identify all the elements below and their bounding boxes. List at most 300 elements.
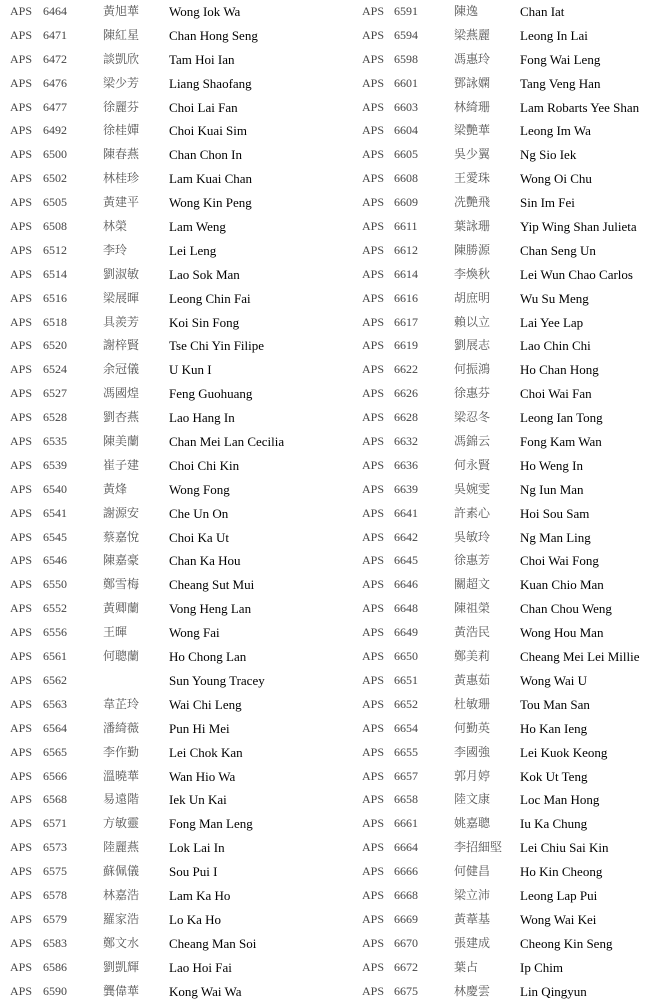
list-item [0, 860, 352, 884]
list-item [0, 239, 352, 263]
record-number: 6594 [394, 27, 418, 42]
chinese-name: 徐麗芬 [103, 99, 140, 114]
list-item [0, 621, 352, 645]
english-name: Choi Kuai Sim [169, 123, 248, 139]
record-prefix: APS [362, 935, 385, 950]
list-item [352, 884, 671, 908]
right-column [352, 0, 671, 1003]
list-item [352, 96, 671, 120]
english-name: Wong Hou Man [520, 625, 604, 641]
list-item [352, 932, 671, 956]
chinese-name: 林嘉浩 [103, 887, 140, 902]
chinese-name: 余冠儀 [103, 362, 140, 377]
chinese-name: 梁忍冬 [454, 410, 491, 425]
record-number: 6566 [43, 768, 67, 783]
record-prefix: APS [362, 242, 385, 257]
record-number: 6668 [394, 887, 418, 902]
record-number: 6650 [394, 649, 418, 664]
list-item [352, 48, 671, 72]
list-item [0, 96, 352, 120]
list-item [0, 454, 352, 478]
english-name: Kuan Chio Man [520, 577, 604, 593]
chinese-name: 林慶雲 [454, 983, 491, 998]
list-item [0, 693, 352, 717]
english-name: Leong Ian Tong [520, 410, 603, 426]
record-prefix: APS [362, 410, 385, 425]
chinese-name: 劉杏燕 [103, 410, 140, 425]
english-name: Lam Kuai Chan [169, 171, 253, 187]
english-name: Lao Sok Man [169, 266, 240, 282]
record-number: 6670 [394, 935, 418, 950]
chinese-name: 王愛珠 [454, 171, 491, 186]
list-item [352, 239, 671, 263]
chinese-name: 黃旭華 [103, 4, 140, 18]
record-prefix: APS [362, 864, 385, 879]
chinese-name: 鄭美莉 [454, 649, 491, 664]
chinese-name: 吳婉雯 [454, 481, 491, 496]
chinese-name: 陳美蘭 [103, 434, 140, 449]
record-number: 6622 [394, 362, 418, 377]
english-name: Iu Ka Chung [520, 816, 588, 832]
list-item [352, 908, 671, 932]
record-number: 6590 [43, 983, 67, 998]
record-prefix: APS [10, 123, 33, 138]
chinese-name: 梁燕麗 [454, 27, 491, 42]
record-number: 6563 [43, 696, 67, 711]
english-name: Leong In Lai [520, 27, 588, 43]
record-prefix: APS [10, 171, 33, 186]
english-name: Wai Chi Leng [169, 696, 242, 712]
record-number: 6648 [394, 601, 418, 616]
record-number: 6616 [394, 290, 418, 305]
chinese-name: 溫曉華 [103, 768, 140, 783]
record-prefix: APS [362, 577, 385, 592]
record-number: 6575 [43, 864, 67, 879]
chinese-name: 黃烽 [103, 481, 128, 496]
english-name: Choi Wai Fan [520, 386, 592, 402]
list-item [0, 884, 352, 908]
chinese-name: 何健昌 [454, 864, 491, 879]
record-prefix: APS [362, 266, 385, 281]
english-name: Lam Weng [169, 219, 226, 235]
record-prefix: APS [362, 649, 385, 664]
chinese-name: 李作勤 [103, 744, 140, 759]
record-number: 6626 [394, 386, 418, 401]
list-item [0, 478, 352, 502]
english-name: Yip Wing Shan Julieta [520, 219, 637, 235]
record-prefix: APS [362, 768, 385, 783]
list-item [0, 932, 352, 956]
record-number: 6564 [43, 720, 67, 735]
english-name: Chan Hong Seng [169, 27, 258, 43]
chinese-name: 林綺珊 [454, 99, 491, 114]
list-item [352, 382, 671, 406]
record-prefix: APS [10, 434, 33, 449]
record-number: 6562 [43, 672, 67, 687]
record-number: 6516 [43, 290, 67, 305]
chinese-name: 杜敏珊 [454, 696, 491, 711]
english-name: Chan Seng Un [520, 242, 596, 258]
english-name: Lei Chiu Sai Kin [520, 840, 609, 856]
record-number: 6642 [394, 529, 418, 544]
list-item [0, 741, 352, 765]
record-prefix: APS [10, 147, 33, 162]
list-item [352, 645, 671, 669]
english-name: Tam Hoi Ian [169, 51, 235, 67]
chinese-name: 談凱欣 [103, 51, 140, 66]
record-number: 6652 [394, 696, 418, 711]
record-number: 6477 [43, 99, 67, 114]
english-name: Liang Shaofang [169, 75, 252, 91]
record-number: 6546 [43, 553, 67, 568]
english-name: Tse Chi Yin Filipe [169, 338, 265, 354]
record-prefix: APS [10, 75, 33, 90]
record-prefix: APS [10, 338, 33, 353]
english-name: Fong Wai Leng [520, 51, 601, 67]
record-prefix: APS [362, 601, 385, 616]
record-prefix: APS [362, 744, 385, 759]
chinese-name: 方敏靈 [103, 816, 140, 831]
record-number: 6664 [394, 840, 418, 855]
record-number: 6617 [394, 314, 418, 329]
chinese-name: 黃浩民 [454, 625, 491, 640]
list-item [0, 48, 352, 72]
record-prefix: APS [362, 99, 385, 114]
record-prefix: APS [362, 457, 385, 472]
record-prefix: APS [10, 529, 33, 544]
record-prefix: APS [10, 887, 33, 902]
chinese-name: 黃葦基 [454, 911, 491, 926]
english-name: Ng Iun Man [520, 481, 584, 497]
record-number: 6655 [394, 744, 418, 759]
chinese-name: 姚嘉聰 [454, 816, 491, 831]
record-number: 6636 [394, 457, 418, 472]
list-item [352, 812, 671, 836]
english-name: Lao Hoi Fai [169, 959, 232, 975]
chinese-name: 陳勝源 [454, 242, 491, 257]
record-prefix: APS [10, 195, 33, 210]
english-name: Lao Hang In [169, 410, 235, 426]
chinese-name: 關超文 [454, 577, 491, 592]
english-name: Leong Lap Pui [520, 887, 598, 903]
english-name: Chan Chon In [169, 147, 242, 163]
chinese-name: 張建成 [454, 935, 491, 950]
english-name: Koi Sin Fong [169, 314, 240, 330]
record-prefix: APS [362, 290, 385, 305]
list-item [352, 741, 671, 765]
list-item [0, 502, 352, 526]
list-item [352, 669, 671, 693]
chinese-name: 易遠階 [103, 792, 140, 807]
record-number: 6658 [394, 792, 418, 807]
chinese-name: 郭月婷 [454, 768, 491, 783]
english-name: Lei Leng [169, 242, 217, 258]
chinese-name: 馮惠玲 [454, 51, 491, 66]
record-number: 6535 [43, 434, 67, 449]
list-item [352, 0, 671, 24]
list-item [352, 430, 671, 454]
record-number: 6471 [43, 27, 67, 42]
record-number: 6641 [394, 505, 418, 520]
record-prefix: APS [362, 27, 385, 42]
chinese-name: 黃建平 [103, 195, 140, 210]
english-name: Iek Un Kai [169, 792, 227, 808]
record-number: 6611 [394, 219, 418, 234]
english-name: Kok Ut Teng [520, 768, 588, 784]
record-prefix: APS [10, 481, 33, 496]
record-number: 6527 [43, 386, 67, 401]
chinese-name: 李玲 [103, 242, 128, 257]
english-name: Wong Kin Peng [169, 195, 252, 211]
chinese-name: 何聰蘭 [103, 649, 140, 664]
english-name: Kong Wai Wa [169, 983, 242, 999]
record-number: 6672 [394, 959, 418, 974]
record-number: 6614 [394, 266, 418, 281]
list-item [0, 812, 352, 836]
record-prefix: APS [362, 147, 385, 162]
record-number: 6639 [394, 481, 418, 496]
list-item [352, 454, 671, 478]
list-item [352, 191, 671, 215]
record-number: 6520 [43, 338, 67, 353]
english-name: U Kun I [169, 362, 212, 378]
list-item [352, 263, 671, 287]
list-item [352, 717, 671, 741]
list-item [0, 597, 352, 621]
chinese-name: 徐惠芳 [454, 553, 491, 568]
list-item [0, 72, 352, 96]
record-number: 6528 [43, 410, 67, 425]
list-item [352, 597, 671, 621]
record-prefix: APS [362, 51, 385, 66]
record-prefix: APS [362, 171, 385, 186]
record-prefix: APS [10, 266, 33, 281]
list-item [352, 526, 671, 550]
record-number: 6666 [394, 864, 418, 879]
list-item [352, 549, 671, 573]
list-item [0, 0, 352, 24]
english-name: Lei Chok Kan [169, 744, 243, 760]
record-prefix: APS [362, 4, 385, 18]
record-prefix: APS [362, 123, 385, 138]
english-name: Cheang Man Soi [169, 935, 257, 951]
record-number: 6514 [43, 266, 67, 281]
list-item [0, 836, 352, 860]
list-item [0, 334, 352, 358]
english-name: Tou Man San [520, 696, 590, 712]
english-name: Wong Fong [169, 481, 230, 497]
record-prefix: APS [10, 911, 33, 926]
list-item [352, 215, 671, 239]
record-prefix: APS [362, 792, 385, 807]
record-prefix: APS [10, 314, 33, 329]
chinese-name: 劉淑敏 [103, 266, 140, 281]
english-name: Choi Ka Ut [169, 529, 229, 545]
english-name: Fong Man Leng [169, 816, 253, 832]
list-item [0, 167, 352, 191]
list-item [0, 287, 352, 311]
chinese-name: 蘇佩儀 [103, 864, 140, 879]
english-name: Ho Weng In [520, 457, 583, 473]
record-prefix: APS [10, 744, 33, 759]
record-prefix: APS [10, 696, 33, 711]
list-item [0, 669, 352, 693]
record-prefix: APS [362, 219, 385, 234]
list-item [0, 119, 352, 143]
record-prefix: APS [362, 959, 385, 974]
list-item [0, 430, 352, 454]
english-name: Ho Kan Ieng [520, 720, 588, 736]
chinese-name: 梁艷華 [454, 123, 491, 138]
list-item [0, 717, 352, 741]
record-number: 6605 [394, 147, 418, 162]
list-item [352, 72, 671, 96]
list-item [352, 860, 671, 884]
list-item [0, 311, 352, 335]
list-item [0, 956, 352, 980]
list-item [352, 119, 671, 143]
chinese-name: 馮錦云 [454, 434, 491, 449]
record-prefix: APS [362, 625, 385, 640]
record-prefix: APS [10, 242, 33, 257]
chinese-name: 劉凱輝 [103, 959, 140, 974]
english-name: Lam Ka Ho [169, 887, 231, 903]
english-name: Tang Veng Han [520, 75, 601, 91]
record-number: 6540 [43, 481, 67, 496]
record-number: 6612 [394, 242, 418, 257]
chinese-name: 梁立沛 [454, 887, 491, 902]
record-prefix: APS [10, 219, 33, 234]
chinese-name: 胡庶明 [454, 290, 491, 305]
english-name: Sou Pui I [169, 864, 218, 880]
chinese-name: 陳紅星 [103, 27, 140, 42]
record-prefix: APS [10, 601, 33, 616]
record-prefix: APS [362, 481, 385, 496]
list-item [352, 765, 671, 789]
record-prefix: APS [10, 553, 33, 568]
english-name: Lok Lai In [169, 840, 225, 856]
english-name: Ho Kin Cheong [520, 864, 603, 880]
chinese-name: 吳少翼 [454, 147, 491, 162]
record-prefix: APS [10, 649, 33, 664]
record-number: 6632 [394, 434, 418, 449]
record-number: 6654 [394, 720, 418, 735]
chinese-name: 鄭雪梅 [103, 577, 140, 592]
record-number: 6669 [394, 911, 418, 926]
list-item [352, 502, 671, 526]
chinese-name: 何勤英 [454, 720, 491, 735]
record-prefix: APS [10, 457, 33, 472]
english-name: Pun Hi Mei [169, 720, 230, 736]
english-name: Choi Wai Fong [520, 553, 599, 569]
record-prefix: APS [10, 4, 33, 18]
chinese-name: 龔偉華 [103, 983, 140, 998]
english-name: Wong Iok Wa [169, 4, 241, 19]
english-name: Lo Ka Ho [169, 911, 221, 927]
chinese-name: 徐惠芬 [454, 386, 491, 401]
record-prefix: APS [10, 672, 33, 687]
chinese-name: 賴以立 [454, 314, 491, 329]
record-prefix: APS [10, 410, 33, 425]
record-number: 6508 [43, 219, 67, 234]
record-number: 6545 [43, 529, 67, 544]
english-name: Wu Su Meng [520, 290, 589, 306]
list-item [0, 980, 352, 1004]
record-number: 6598 [394, 51, 418, 66]
record-number: 6550 [43, 577, 67, 592]
english-name: Wong Wai Kei [520, 911, 597, 927]
chinese-name: 黃惠茹 [454, 672, 491, 687]
record-prefix: APS [10, 362, 33, 377]
english-name: Feng Guohuang [169, 386, 253, 402]
english-name: Leong Chin Fai [169, 290, 251, 306]
record-prefix: APS [362, 553, 385, 568]
chinese-name: 具羨芳 [103, 314, 140, 329]
record-prefix: APS [362, 816, 385, 831]
chinese-name: 何振鴻 [454, 362, 491, 377]
record-number: 6502 [43, 171, 67, 186]
chinese-name: 李煥秋 [454, 266, 491, 281]
chinese-name: 鄧詠嫻 [454, 75, 491, 90]
list-item [0, 215, 352, 239]
list-item [0, 191, 352, 215]
record-number: 6586 [43, 959, 67, 974]
english-name: Lam Robarts Yee Shan [520, 99, 640, 115]
record-prefix: APS [362, 386, 385, 401]
list-item [0, 526, 352, 550]
record-prefix: APS [362, 696, 385, 711]
list-item [0, 263, 352, 287]
english-name: Loc Man Hong [520, 792, 600, 808]
record-number: 6524 [43, 362, 67, 377]
list-item [0, 143, 352, 167]
record-prefix: APS [10, 625, 33, 640]
english-name: Choi Lai Fan [169, 99, 238, 115]
chinese-name: 徐桂嬋 [103, 123, 140, 138]
record-number: 6579 [43, 911, 67, 926]
chinese-name: 陳春燕 [103, 147, 140, 162]
list-item [0, 765, 352, 789]
chinese-name: 梁少芳 [103, 75, 140, 90]
chinese-name: 劉展志 [454, 338, 491, 353]
record-prefix: APS [362, 505, 385, 520]
list-item [352, 573, 671, 597]
english-name: Lei Wun Chao Carlos [520, 266, 633, 282]
record-number: 6628 [394, 410, 418, 425]
list-item [0, 788, 352, 812]
chinese-name: 冼艷飛 [454, 195, 491, 210]
record-number: 6539 [43, 457, 67, 472]
english-name: Chan Chou Weng [520, 601, 612, 617]
list-item [352, 621, 671, 645]
record-prefix: APS [362, 720, 385, 735]
record-number: 6675 [394, 983, 418, 998]
list-item [352, 980, 671, 1004]
chinese-name: 葉占 [454, 959, 479, 974]
record-number: 6583 [43, 935, 67, 950]
english-name: Cheang Sut Mui [169, 577, 255, 593]
record-prefix: APS [10, 816, 33, 831]
list-item [352, 693, 671, 717]
record-number: 6561 [43, 649, 67, 664]
record-prefix: APS [10, 27, 33, 42]
record-prefix: APS [362, 672, 385, 687]
record-number: 6619 [394, 338, 418, 353]
record-prefix: APS [10, 99, 33, 114]
list-item [352, 358, 671, 382]
record-number: 6556 [43, 625, 67, 640]
english-name: Cheong Kin Seng [520, 935, 613, 951]
